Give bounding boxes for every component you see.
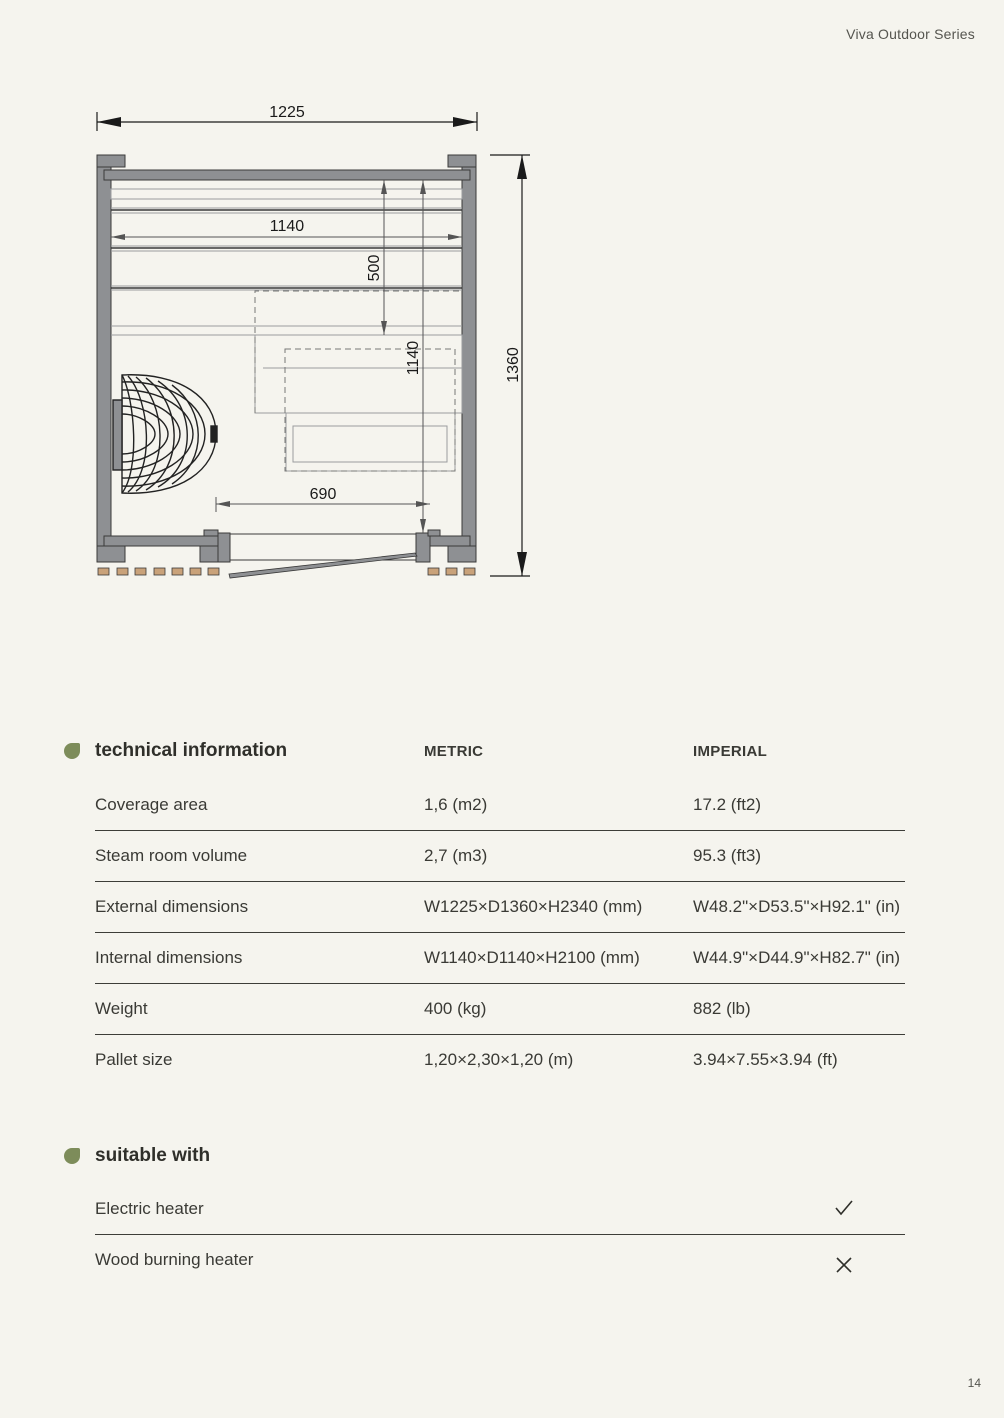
dim-inner-depth: 1140 [405,340,422,376]
suitable-table [95,1184,905,1285]
heater-label: Wood burning heater [95,1250,254,1269]
series-title: Viva Outdoor Series [846,26,975,42]
floor-plan-drawing [80,90,550,590]
table-row [95,831,905,882]
table-row [95,1035,905,1085]
row-label: Internal dimensions [95,948,243,967]
row-metric: 2,7 (m3) [424,846,488,865]
row-imperial: 882 (lb) [693,999,751,1018]
suitable-title: suitable with [95,1145,211,1166]
heater-label: Electric heater [95,1199,204,1218]
row-imperial: W44.9"×D44.9"×H82.7" (in) [693,948,901,967]
metric-header: METRIC [424,743,484,760]
row-label: Pallet size [95,1050,173,1069]
row-label: Steam room volume [95,846,248,865]
row-imperial: W48.2"×D53.5"×H92.1" (in) [693,897,901,916]
list-item [95,1184,905,1235]
technical-table [95,780,905,1085]
leaf-bullet-icon [64,1148,80,1164]
row-metric: 1,6 (m2) [424,795,488,814]
dim-bench-depth: 500 [366,254,383,282]
dim-overall-width: 1225 [269,104,305,121]
row-label: Coverage area [95,795,208,814]
suitable-section-header [64,1145,210,1167]
table-row [95,780,905,831]
heater-symbol [113,375,217,493]
table-row [95,933,905,984]
row-imperial: 3.94×7.55×3.94 (ft) [693,1050,838,1069]
row-label: External dimensions [95,897,249,916]
row-metric: 1,20×2,30×1,20 (m) [424,1050,574,1069]
row-metric: W1225×D1360×H2340 (mm) [424,897,643,916]
technical-title: technical information [95,740,288,761]
imperial-header: IMPERIAL [693,743,768,760]
technical-section-header [64,740,287,762]
row-label: Weight [95,999,148,1018]
row-imperial: 95.3 (ft3) [693,846,762,865]
checkmark-icon [834,1198,854,1218]
dim-door-offset: 690 [309,486,337,503]
leaf-bullet-icon [64,743,80,759]
table-row [95,882,905,933]
row-imperial: 17.2 (ft2) [693,795,762,814]
page-number: 14 [967,1376,981,1390]
list-item [95,1235,905,1285]
table-row [95,984,905,1035]
dim-overall-depth: 1360 [505,347,522,383]
row-metric: 400 (kg) [424,999,487,1018]
dim-inner-width: 1140 [269,218,305,235]
row-metric: W1140×D1140×H2100 (mm) [424,948,640,967]
cross-icon [834,1255,854,1275]
